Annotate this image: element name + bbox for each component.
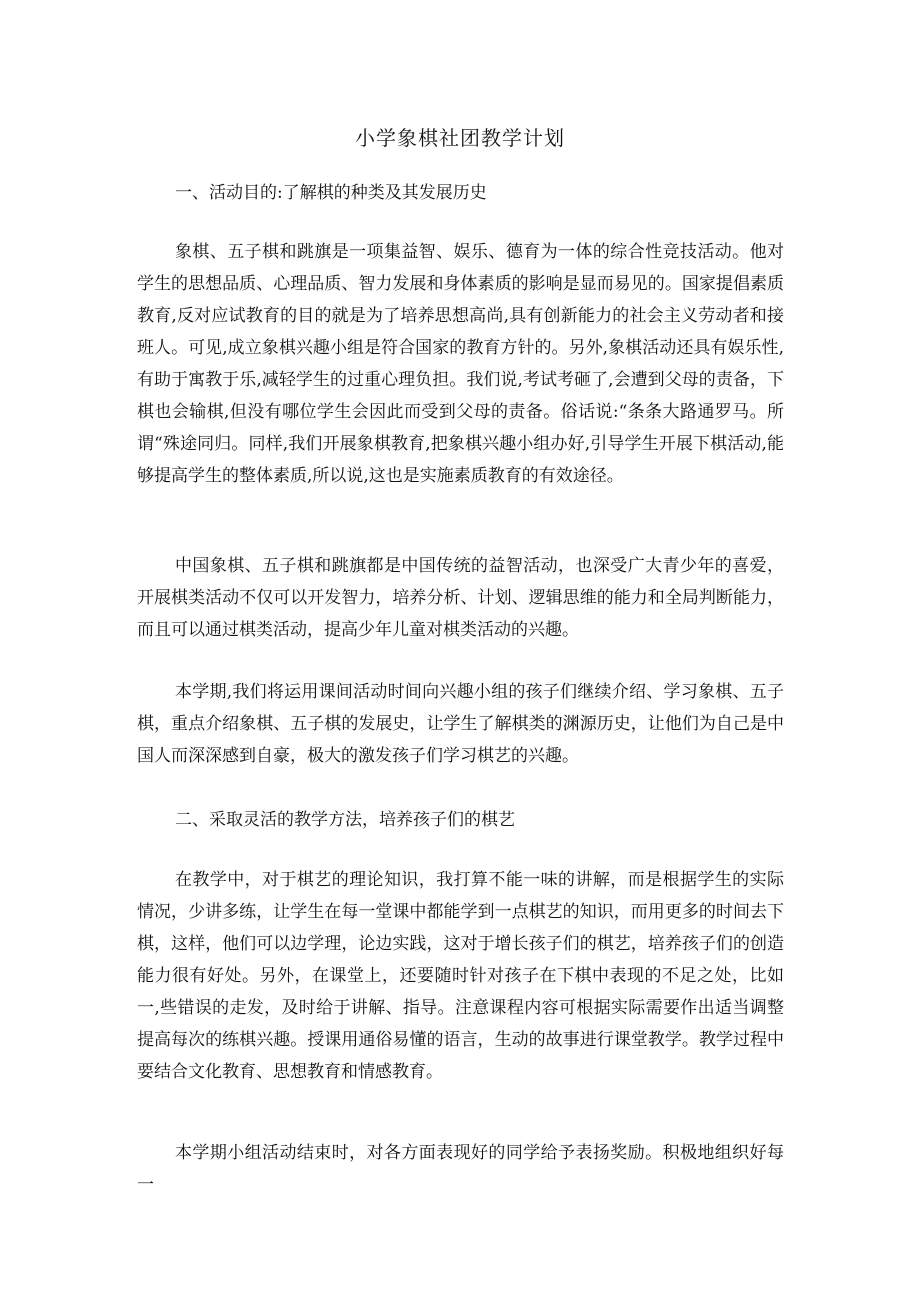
paragraph-3: 本学期,我们将运用课间活动时间向兴趣小组的孩子们继续介绍、学习象棋、五子棋，重点介绍象棋、五子棋的发展史，让学生了解棋类的渊源历史，让他们为自己是中国人而深深感到自豪，极大的激发孩子们学习棋艺的兴趣。 [137, 682, 784, 766]
section-heading-1: 一、活动目的:了解棋的种类及其发展历史 [175, 183, 487, 203]
section-heading-2: 二、采取灵活的教学方法，培养孩子们的棋艺 [175, 810, 515, 830]
paragraph-4: 在教学中，对于棋艺的理论知识，我打算不能一味的讲解，而是根据学生的实际情况，少讲多练，让学生在每一堂课中都能学到一点棋艺的知识，而用更多的时间去下棋，这样，他们可以边学理，论边实践，这对于增长孩子们的棋艺，培养孩子们的创造能力很有好处。另外，在课堂上，还要随时针对孩子在下棋中表现的不足之处，比如一,些错误的走发，及时给于讲解、指导。注意课程内容可根据实际需要作出适当调整提高每次的练棋兴趣。授课用通俗易懂的语言，生动的故事进行课堂教学。教学过程中要结合文化教育、思想教育和情感教育。 [137, 870, 784, 1082]
document-title: 小学象棋社团教学计划 [355, 126, 565, 150]
paragraph-1: 象棋、五子棋和跳旗是一项集益智、娱乐、德育为一体的综合性竞技活动。他对学生的思想品质、心理品质、智力发展和身体素质的影响是显而易见的。国家提倡素质教育,反对应试教育的目的就是为了培养思想高尚,具有创新能力的社会主义劳动者和接班人。可见,成立象棋兴趣小组是符合国家的教育方针的。另外,象棋活动还具有娱乐性,有助于寓教于乐,减轻学生的过重心理负担。我们说,考试考砸了,会遭到父母的责备，下棋也会输棋,但没有哪位学生会因此而受到父母的责备。俗话说:“条条大路通罗马。所谓“殊途同归。同样,我们开展象棋教育,把象棋兴趣小组办好,引导学生开展下棋活动,能够提高学生的整体素质,所以说,这也是实施素质教育的有效途径。 [137, 242, 784, 486]
paragraph-5: 本学期小组活动结束时，对各方面表现好的同学给予表扬奖励。积极地组织好每一 [137, 1143, 784, 1195]
paragraph-2: 中国象棋、五子棋和跳旗都是中国传统的益智活动，也深受广大青少年的喜爱，开展棋类活动不仅可以开发智力，培养分析、计划、逻辑思维的能力和全局判断能力，而且可以通过棋类活动，提高少年儿童对棋类活动的兴趣。 [137, 556, 784, 640]
